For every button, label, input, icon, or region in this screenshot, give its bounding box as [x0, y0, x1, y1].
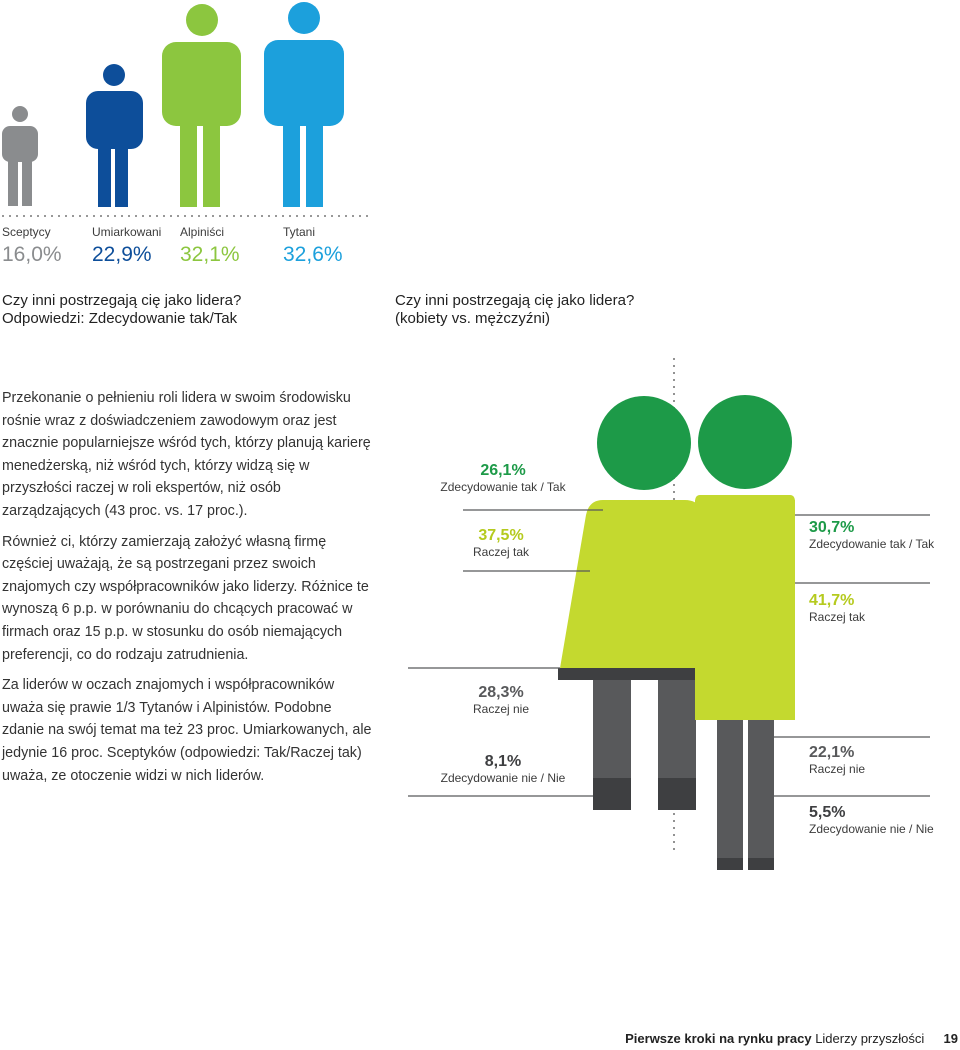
- women-label-2: Raczej tak: [472, 545, 530, 559]
- women-label-4: Zdecydowanie nie / Nie: [440, 771, 566, 785]
- segment-label-alpinisci: Alpiniści: [180, 225, 225, 239]
- men-label-4: Zdecydowanie nie / Nie: [809, 822, 934, 836]
- footer-title: Pierwsze kroki na rynku pracy: [625, 1031, 812, 1046]
- man-leg-right: [748, 720, 774, 870]
- segment-value-tytani: 32,6%: [283, 243, 343, 266]
- left-chart-subtitle: Odpowiedzi: Zdecydowanie tak/Tak: [2, 310, 238, 327]
- man-body: [713, 500, 777, 720]
- women-answer-2: [451, 527, 551, 559]
- man-foot-right: [748, 858, 774, 870]
- segment-value-alpinisci: 32,1%: [180, 243, 240, 266]
- right-chart-subtitle: (kobiety vs. mężczyźni): [395, 310, 551, 327]
- men-answer-1: [809, 519, 934, 551]
- women-value-1: 26,1%: [480, 462, 526, 479]
- man-foot-left: [717, 858, 743, 870]
- women-label-3: Raczej nie: [472, 702, 530, 716]
- men-answer-2: [809, 592, 865, 624]
- man-arm-right: [777, 500, 795, 720]
- man-head: [698, 395, 792, 489]
- man-figure: [695, 395, 795, 870]
- women-value-2: 37,5%: [478, 527, 524, 544]
- segment-label-umiarkowani: Umiarkowani: [92, 225, 162, 239]
- women-value-4: 8,1%: [484, 753, 522, 770]
- men-answer-3: [809, 744, 865, 776]
- man-leg-left: [717, 720, 743, 870]
- page-footer: [625, 1031, 958, 1046]
- segment-label-tytani: Tytani: [283, 225, 316, 239]
- women-answer-1: [403, 462, 603, 494]
- men-label-3: Raczej nie: [809, 762, 866, 776]
- man-arm-left: [695, 500, 713, 720]
- paragraph-3: Za liderów w oczach znajomych i współpracowników uważa się prawie 1/3 Tytanów i Alpinistów. Podobne zdanie na swój temat ma też 23 proc. Umiarkowanych, ale jedynie 16 proc. Sceptyków (odpowiedzi: Tak/Raczej tak) uważa, ze otoczenie widzi w nich liderów.: [2, 677, 372, 784]
- woman-leg-right: [658, 778, 696, 810]
- men-value-2: 41,7%: [809, 592, 855, 609]
- segment-value-sceptycy: 16,0%: [2, 243, 62, 266]
- right-chart-title: Czy inni postrzegają cię jako lidera?: [395, 292, 635, 309]
- women-label-1: Zdecydowanie tak / Tak: [440, 480, 566, 494]
- women-answer-3: [451, 684, 551, 716]
- women-value-3: 28,3%: [478, 684, 524, 701]
- segment-value-umiarkowani: 22,9%: [92, 243, 152, 266]
- segment-label-sceptycy: Sceptycy: [2, 225, 51, 239]
- men-label-2: Raczej tak: [809, 610, 866, 624]
- paragraph-1: Przekonanie o pełnieniu roli lidera w swoim środowisku rośnie wraz z doświadczeniem zawodowym oraz jest znacznie popularniejsze wśród tych, którzy planują karierę menedżerską, niż wśród tych, którzy widzą się w przyszłości raczej w roli ekspertów, niż osób zarządzających (43 proc. vs. 17 proc.).: [2, 390, 371, 519]
- men-value-1: 30,7%: [809, 519, 855, 536]
- men-value-4: 5,5%: [809, 804, 846, 821]
- page-number: 19: [943, 1031, 958, 1046]
- women-answer-4: [403, 753, 603, 785]
- men-label-1: Zdecydowanie tak / Tak: [809, 537, 935, 551]
- left-chart-title: Czy inni postrzegają cię jako lidera?: [2, 292, 242, 309]
- footer-subtitle: Liderzy przyszłości: [815, 1031, 925, 1046]
- paragraph-2: Również ci, którzy zamierzają założyć własną firmę częściej uważają, że są postrzegani przez swoich znajomych czy współpracowników jako liderzy. Różnice te wynoszą 6 p.p. w porównaniu do chcących pracować w firmach oraz 15 p.p. w stosunku do osób niemających preferencji, co do rodzaju zatrudnienia.: [2, 533, 369, 663]
- woman-head: [597, 396, 691, 490]
- men-value-3: 22,1%: [809, 744, 855, 761]
- men-answer-4: [809, 804, 934, 836]
